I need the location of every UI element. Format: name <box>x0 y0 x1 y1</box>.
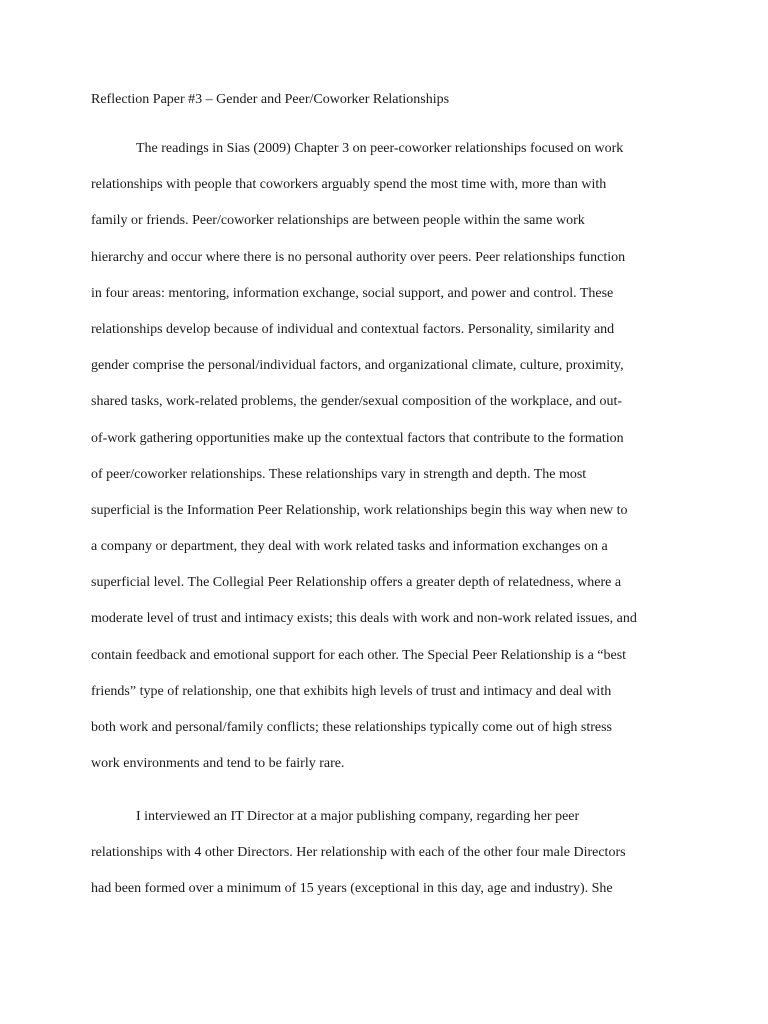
text-line: family or friends. Peer/coworker relationships are between people within the same work <box>91 213 585 229</box>
text-line: friends” type of relationship, one that exhibits high levels of trust and intimacy and deal with <box>91 683 612 699</box>
text-line: relationships with 4 other Directors. Her relationship with each of the other four male Directors <box>91 845 626 861</box>
paragraph-1 <box>91 140 691 791</box>
text-line: had been formed over a minimum of 15 years (exceptional in this day, age and industry). She <box>91 881 613 897</box>
text-line: shared tasks, work-related problems, the gender/sexual composition of the workplace, and out- <box>91 394 623 410</box>
text-line: a company or department, they deal with work related tasks and information exchanges on a <box>91 539 608 555</box>
text-line: of peer/coworker relationships. These relationships vary in strength and depth. The most <box>91 466 587 482</box>
text-line: contain feedback and emotional support for each other. The Special Peer Relationship is a “best <box>91 647 627 663</box>
document-title: Reflection Paper #3 – Gender and Peer/Coworker Relationships <box>91 92 450 107</box>
text-line: moderate level of trust and intimacy exists; this deals with work and non-work related issues, and <box>91 611 637 627</box>
text-line: relationships with people that coworkers arguably spend the most time with, more than with <box>91 177 607 193</box>
text-line: hierarchy and occur where there is no personal authority over peers. Peer relationships function <box>91 249 626 265</box>
text-line: relationships develop because of individual and contextual factors. Personality, similarity and <box>91 321 615 337</box>
text-line: work environments and tend to be fairly rare. <box>91 756 345 772</box>
text-line: I interviewed an IT Director at a major publishing company, regarding her peer <box>136 809 580 824</box>
text-line: in four areas: mentoring, information exchange, social support, and power and control. These <box>91 285 614 301</box>
text-line: The readings in Sias (2009) Chapter 3 on peer-coworker relationships focused on work <box>136 141 624 156</box>
text-line: gender comprise the personal/individual factors, and organizational climate, culture, proximity, <box>91 358 624 374</box>
text-line: superficial is the Information Peer Relationship, work relationships begin this way when new to <box>91 502 628 518</box>
text-line: of-work gathering opportunities make up the contextual factors that contribute to the formation <box>91 430 624 446</box>
paragraph-2 <box>91 808 691 917</box>
text-line: superficial level. The Collegial Peer Relationship offers a greater depth of relatedness, where a <box>91 575 622 591</box>
text-line: both work and personal/family conflicts; these relationships typically come out of high stress <box>91 720 613 735</box>
